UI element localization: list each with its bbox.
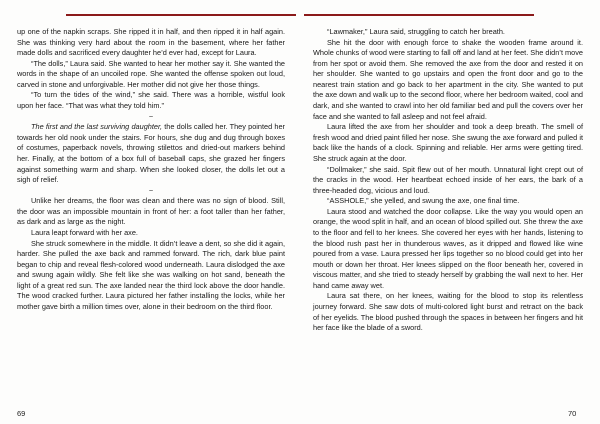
paragraph: “Dollmaker,” she said. Spit flew out of her mouth. Unnatural light crept out of the cracks in the wood. Her heartbeat echoed inside of her ears, the bark of a three-headed dog, vicious and loud. <box>313 164 583 195</box>
paragraph: Laura sat there, on her knees, waiting for the blood to stop its relentless journey forward. She saw dots of multi-colored light burst and retract on the back of her eyelids. The blood pushed through the spaces in between her fingers and hit her face like the blade of a sword. <box>313 291 583 333</box>
paragraph: “The dolls,” Laura said. She wanted to hear her mother say it. She wanted the words in the shape of an uncoiled rope. She wanted the offense spoken out loud, carved in stone and unforgivable. Her mother did not give her those things. <box>17 58 285 89</box>
section-separator: ~ <box>148 185 154 195</box>
paragraph: She struck somewhere in the middle. It didn’t leave a dent, so she did it again, harder. She pulled the axe back and rammed forward. The rich, dark blue paint began to chip and reveal flesh-colored wood underneath. Laura dislodged the axe and swung again wildly. She felt like she was walking on hot sand, beneath the light of a great red sun. The axe landed near the third lock above the door handle. The wood cracked further. Laura pictured her father installing the locks, while her mother gave birth a million times over, alone in their bedroom on the third floor. <box>17 238 285 312</box>
header-rule-left <box>66 14 296 16</box>
page-number-left: 69 <box>17 409 26 418</box>
paragraph: up one of the napkin scraps. She ripped it in half, and then ripped it in half again. She was thinking very hard about the room in the basement, where her father made dolls and sacrificed every daughter he’d ever had, except for Laura. <box>17 27 285 58</box>
page-number-right: 70 <box>568 409 577 418</box>
left-page <box>17 27 285 313</box>
paragraph-text: the dolls called her. They pointed her towards her old nook under the stairs. For hours, she dug and dug through boxes of costumes, paperback novels, throwing stilettos and dried-out markers behind her. Finally, at the bottom of a box full of baseball caps, she grazed her fingers against something warm and sharp. When she looked closer, the dolls let out a sigh of relief. <box>17 122 286 185</box>
paragraph: Laura lifted the axe from her shoulder and took a deep breath. The smell of fresh wood and dried paint filled her nose. She swung the axe forward and pulled it back like the hands of a clock. Spinning and reliable. Her arms were getting tired. She struck again at the door. <box>313 122 583 163</box>
paragraph: “Lawmaker,” Laura said, struggling to catch her breath. <box>327 27 505 36</box>
paragraph: “ASSHOLE,” she yelled, and swung the axe, one final time. <box>327 196 520 206</box>
paragraph: She hit the door with enough force to shake the wooden frame around it. Whole chunks of wood were starting to fall off and land at her feet. She didn’t move from her spot or avoid them. She removed the axe from the door and rested it on her shoulder. She wanted to go upstairs and open the front door and go to the nearest train station and go back to her apartment in the city. She wanted to put the axe down and walk up to the second floor, where her bedroom waited, cool and dark, and she wanted to crawl into her old familiar bed and pull the covers over her face and she wanted to fall asleep and not feel afraid. <box>313 37 583 121</box>
paragraph: Laura leapt forward with her axe. <box>31 227 138 237</box>
paragraph: Unlike her dreams, the floor was clean and there was no sign of blood. Still, the door was an impossible mountain in front of her: a foot taller than her father, as dark and as large as the night. <box>17 196 285 227</box>
header-rule-right <box>304 14 534 16</box>
section-separator: ~ <box>148 111 154 121</box>
right-page <box>313 27 583 334</box>
paragraph: Laura stood and watched the door collapse. Like the way you would open an orange, the wood split in half, and an ocean of blood spilled out. She threw the axe to the floor and fell to her knees. She covered her eyes with her hands, listening to the blood rush past her in thunderous waves, as it dripped and flowed like wine poured from a vase. Laura pressed her lips together so no blood could get into her mouth or down her throat. Her knees slipped on the floor beneath her, covered in viscous matter, and she tried to steady herself by grabbing the wall next to her. Her hand came away wet. <box>313 206 583 290</box>
paragraph <box>17 122 285 185</box>
paragraph: “To turn the tides of the wind,” she said. There was a horrible, wistful look upon her face. “That was what they told him.” <box>17 90 285 111</box>
italic-lead: The first and the last surviving daughter, <box>31 122 163 132</box>
